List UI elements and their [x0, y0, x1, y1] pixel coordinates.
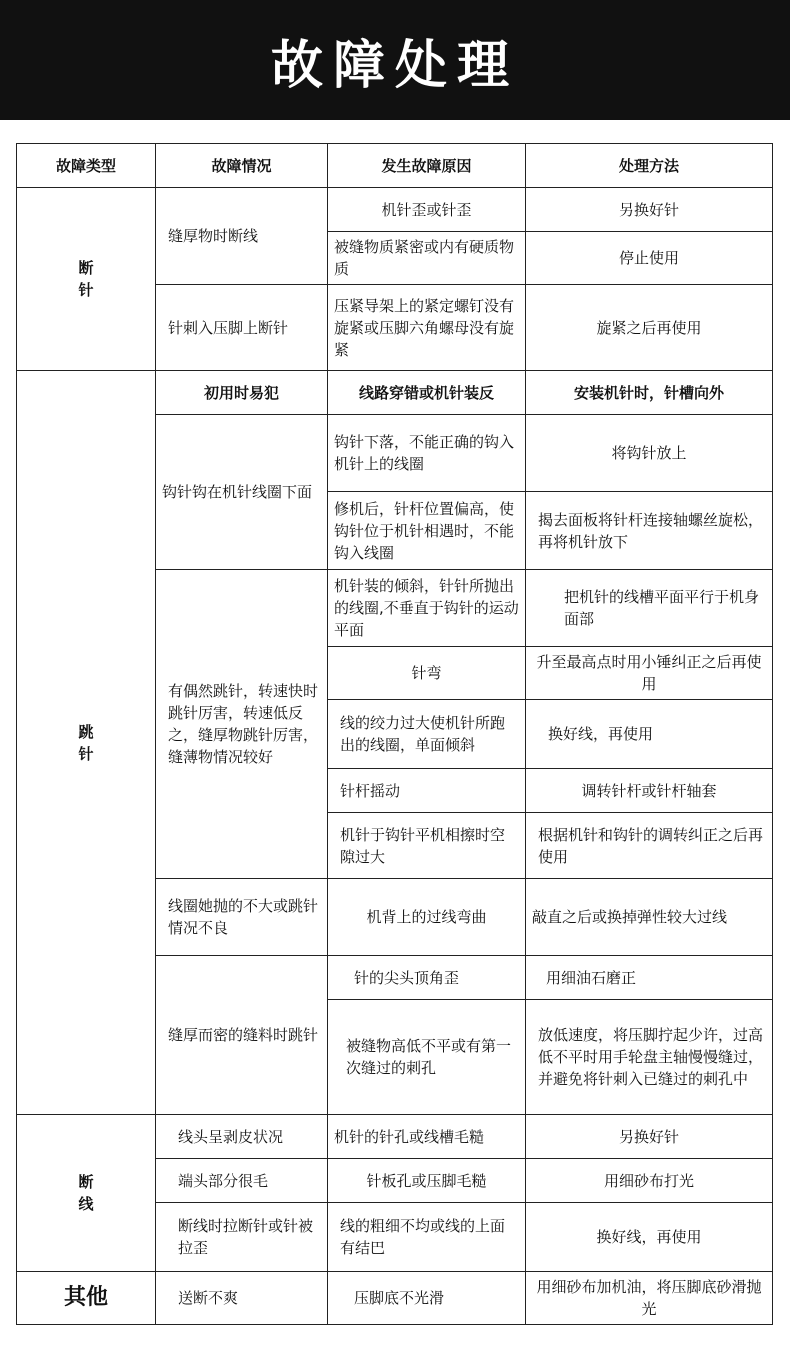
- table-row: [17, 188, 773, 232]
- fix-cell: 用细油石磨正: [526, 956, 773, 1000]
- cause-cell: 针弯: [328, 647, 526, 700]
- fix-cell: 另换好针: [526, 188, 773, 232]
- situation-cell: 初用时易犯: [156, 371, 328, 415]
- cause-cell: 针的尖头顶角歪: [328, 956, 526, 1000]
- fix-cell: 将钩针放上: [526, 415, 773, 492]
- situation-cell: 缝厚而密的缝料时跳针: [156, 956, 328, 1115]
- fix-cell: 用细砂布加机油，将压脚底砂滑抛光: [526, 1272, 773, 1325]
- header-fault-situation: 故障情况: [156, 144, 328, 188]
- fix-cell: 根据机针和钩针的调转纠正之后再使用: [526, 813, 773, 879]
- table-row: [17, 1115, 773, 1159]
- header-row: [17, 144, 773, 188]
- situation-cell: 缝厚物时断线: [156, 188, 328, 285]
- situation-cell: 线头呈剥皮状况: [156, 1115, 328, 1159]
- situation-cell: 钩针钩在机针线圈下面: [156, 415, 328, 570]
- cause-cell: 机针装的倾斜，针针所抛出的线圈,不垂直于钩针的运动平面: [328, 570, 526, 647]
- category-skip-stitch: 跳 针: [17, 371, 156, 1115]
- cause-cell: 被缝物质紧密或内有硬质物质: [328, 232, 526, 285]
- header-fix-method: 处理方法: [526, 144, 773, 188]
- situation-cell: 端头部分很毛: [156, 1159, 328, 1203]
- cause-cell: 被缝物高低不平或有第一次缝过的刺孔: [328, 1000, 526, 1115]
- cause-cell: 压脚底不光滑: [328, 1272, 526, 1325]
- fix-cell: 换好线，再使用: [526, 700, 773, 769]
- fix-cell: 换好线，再使用: [526, 1203, 773, 1272]
- fix-cell: 另换好针: [526, 1115, 773, 1159]
- fix-cell: 把机针的线槽平面平行于机身面部: [526, 570, 773, 647]
- cause-cell: 机针歪或针歪: [328, 188, 526, 232]
- fix-cell: 揭去面板将针杆连接轴螺丝旋松，再将机针放下: [526, 492, 773, 570]
- fix-cell: 升至最高点时用小锤纠正之后再使用: [526, 647, 773, 700]
- table-row: [17, 371, 773, 415]
- title-banner: [0, 0, 790, 120]
- situation-cell: 有偶然跳针，转速快时跳针厉害，转速低反之，缝厚物跳针厉害，缝薄物情况较好: [156, 570, 328, 879]
- situation-cell: 送断不爽: [156, 1272, 328, 1325]
- category-other: 其他: [17, 1272, 156, 1325]
- cause-cell: 线路穿错或机针装反: [328, 371, 526, 415]
- fix-cell: 放低速度，将压脚拧起少许，过高低不平时用手轮盘主轴慢慢缝过，并避免将针刺入已缝过的刺孔中: [526, 1000, 773, 1115]
- cause-cell: 线的绞力过大使机针所跑出的线圈，单面倾斜: [328, 700, 526, 769]
- cause-cell: 针杆摇动: [328, 769, 526, 813]
- cause-cell: 机背上的过线弯曲: [328, 879, 526, 956]
- fix-cell: 旋紧之后再使用: [526, 285, 773, 371]
- fix-cell: 安装机针时，针槽向外: [526, 371, 773, 415]
- cause-cell: 修机后，针杆位置偏高，使钩针位于机针相遇时，不能钩入线圈: [328, 492, 526, 570]
- situation-cell: 针刺入压脚上断针: [156, 285, 328, 371]
- fix-cell: 调转针杆或针杆轴套: [526, 769, 773, 813]
- cause-cell: 钩针下落，不能正确的钩入机针上的线圈: [328, 415, 526, 492]
- category-broken-needle: 断 针: [17, 188, 156, 371]
- cause-cell: 机针于钩针平机相擦时空隙过大: [328, 813, 526, 879]
- header-fault-cause: 发生故障原因: [328, 144, 526, 188]
- cause-cell: 线的粗细不均或线的上面有结巴: [328, 1203, 526, 1272]
- situation-cell: 线圈她抛的不大或跳针情况不良: [156, 879, 328, 956]
- cause-cell: 机针的针孔或线槽毛糙: [328, 1115, 526, 1159]
- fault-table: [16, 143, 773, 1325]
- fix-cell: 停止使用: [526, 232, 773, 285]
- cause-cell: 压紧导架上的紧定螺钉没有旋紧或压脚六角螺母没有旋紧: [328, 285, 526, 371]
- category-broken-thread: 断 线: [17, 1115, 156, 1272]
- table-row: [17, 1272, 773, 1325]
- cause-cell: 针板孔或压脚毛糙: [328, 1159, 526, 1203]
- situation-cell: 断线时拉断针或针被拉歪: [156, 1203, 328, 1272]
- fix-cell: 敲直之后或换掉弹性较大过线: [526, 879, 773, 956]
- fix-cell: 用细砂布打光: [526, 1159, 773, 1203]
- page-title: 故障处理: [270, 35, 519, 96]
- header-fault-type: 故障类型: [17, 144, 156, 188]
